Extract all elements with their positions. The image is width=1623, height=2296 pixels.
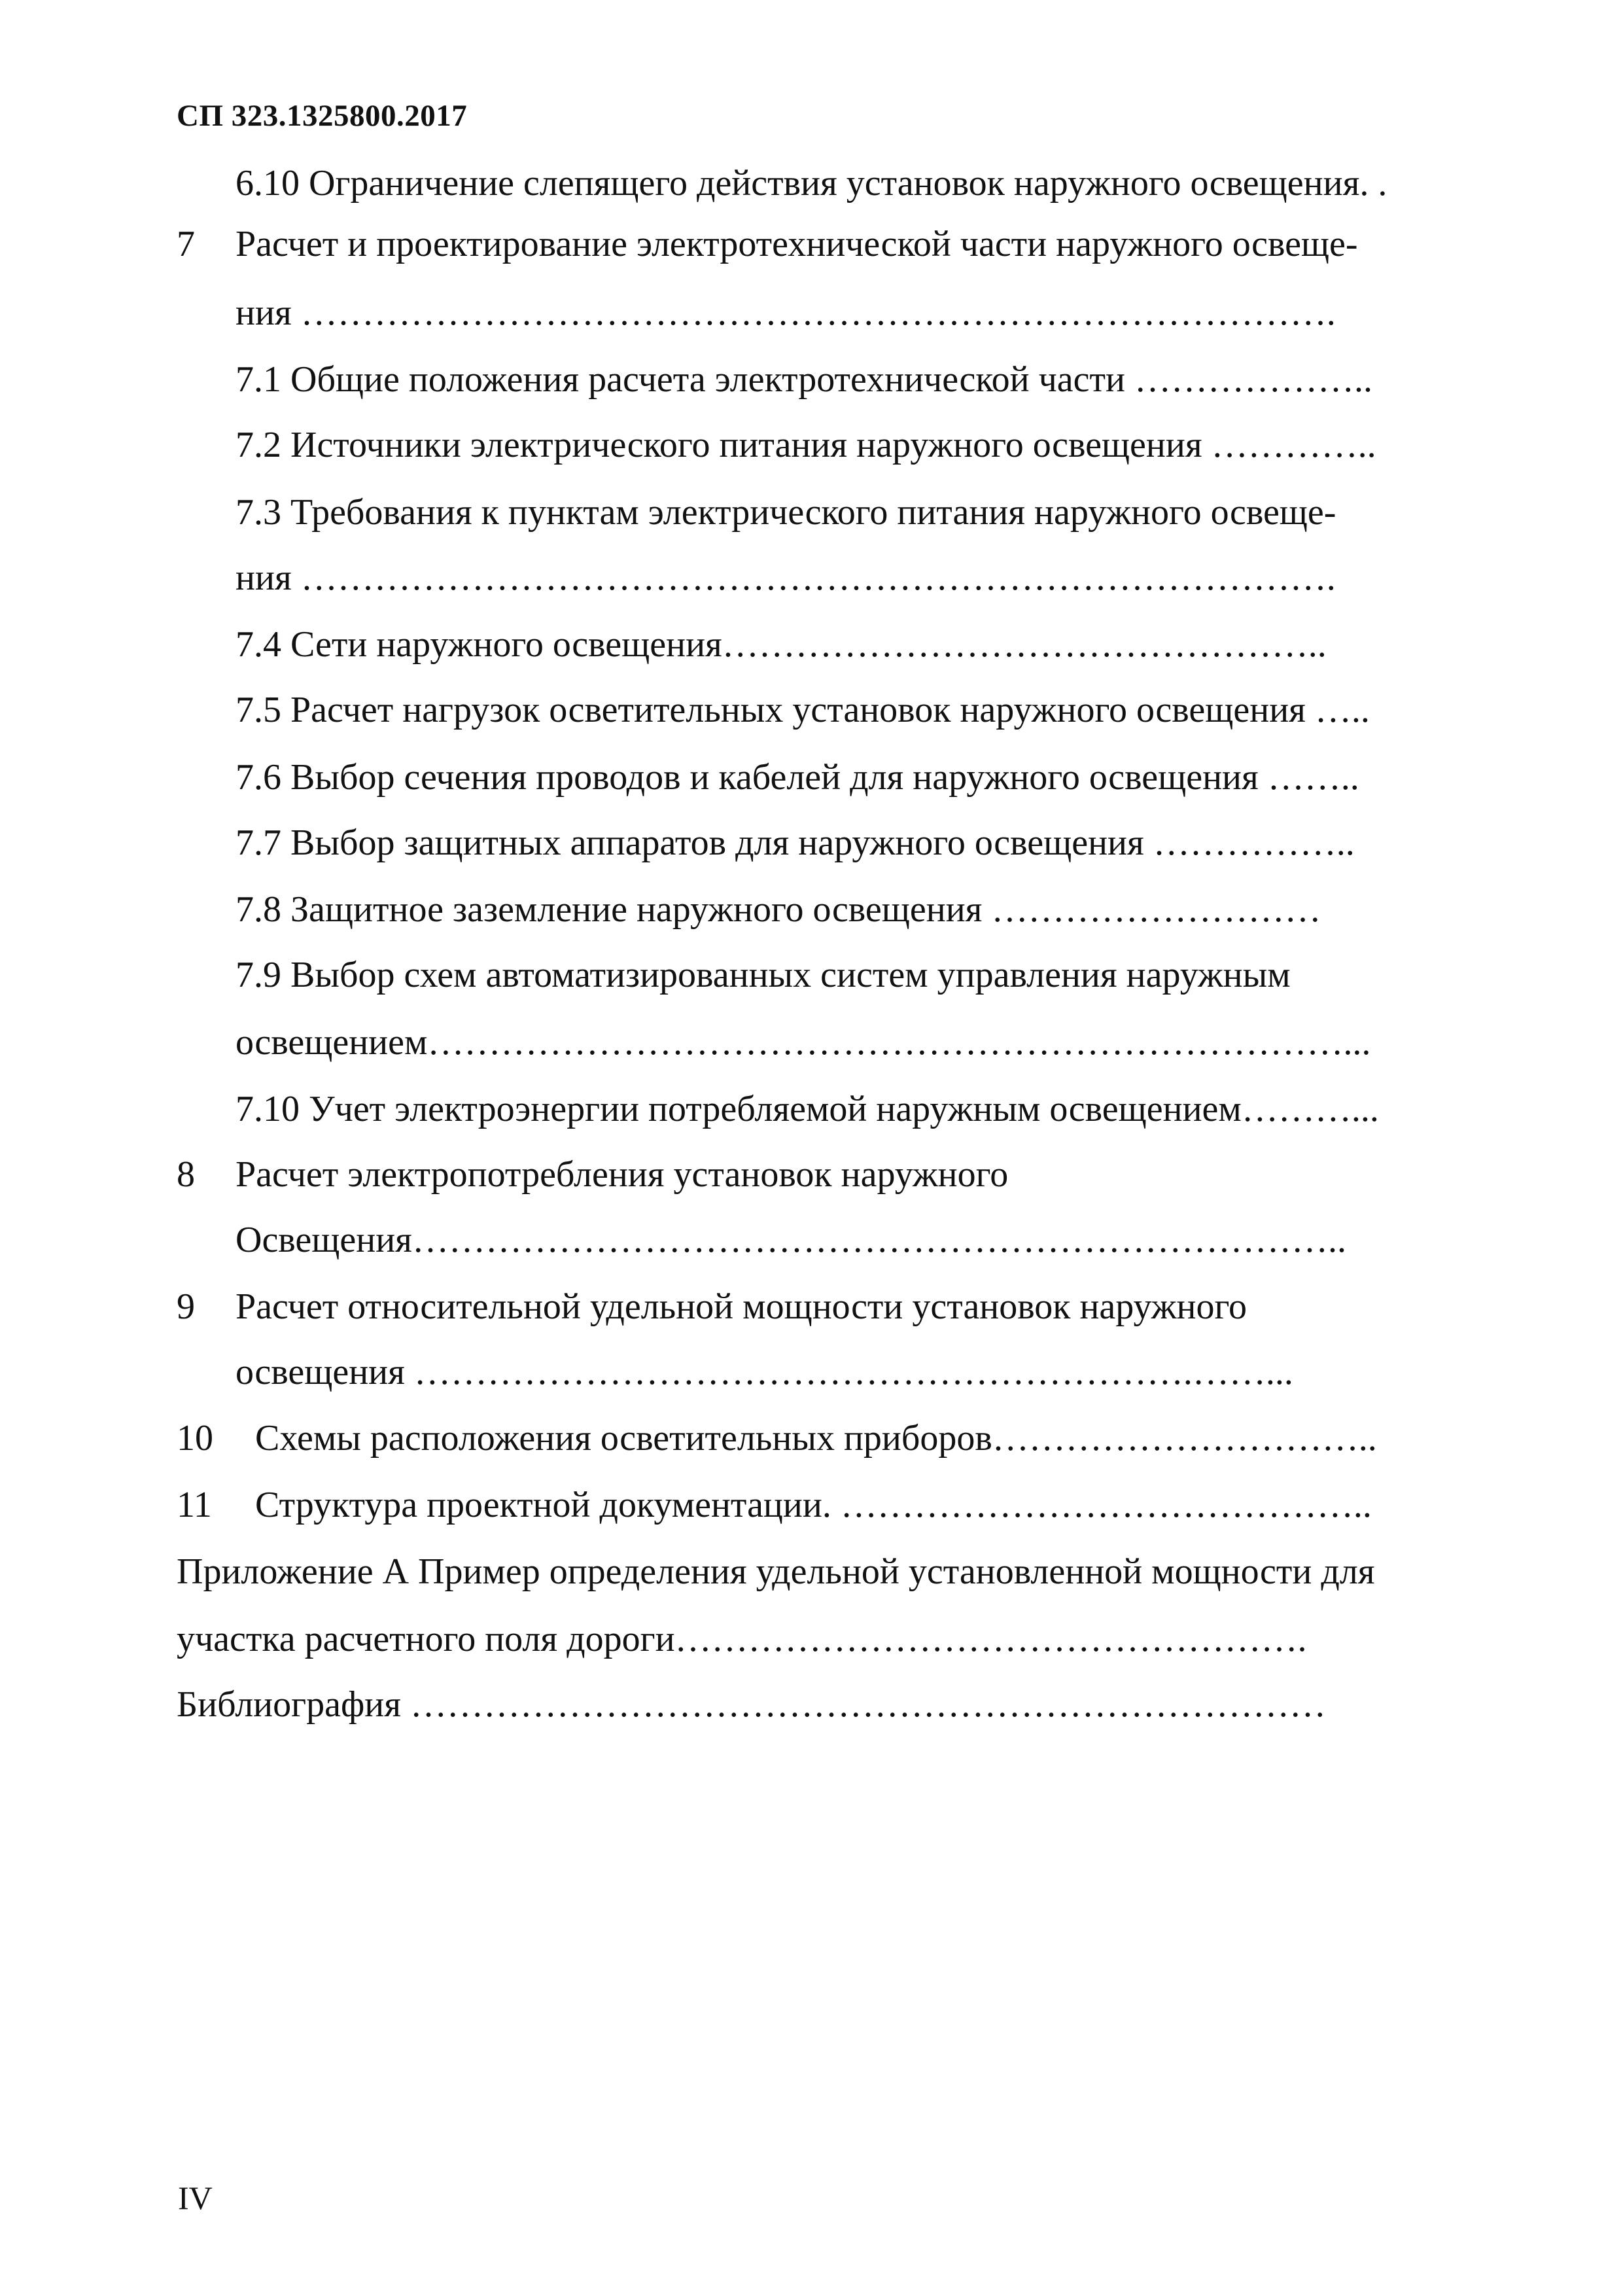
page-number: IV: [178, 2180, 213, 2216]
toc-text: освещением…………………………………………………………………...: [236, 1022, 1371, 1063]
toc-text: Расчет и проектирование электротехнической части наружного освеще-: [236, 224, 1358, 264]
toc-text: 7.8 Защитное заземление наружного освещения ………………………: [236, 889, 1321, 930]
toc-text: Схемы расположения осветительных приборов…………………………..: [255, 1418, 1377, 1458]
toc-text: Расчет относительной удельной мощности установок наружного: [236, 1286, 1248, 1327]
toc-text: Приложение А Пример определения удельной установленной мощности для: [177, 1551, 1375, 1592]
toc-text: Библиография …………………………………………………………………: [177, 1684, 1326, 1725]
toc-text: 7.10 Учет электроэнергии потребляемой наружным освещением………...: [236, 1089, 1379, 1129]
toc-text: освещения ……………………………………………………….……...: [236, 1352, 1293, 1392]
toc-number: 7: [177, 224, 195, 264]
toc-number: 9: [177, 1286, 195, 1327]
toc-text: 7.5 Расчет нагрузок осветительных установок наружного освещения …..: [236, 690, 1370, 730]
toc-text: участка расчетного поля дороги…………………………………………….: [177, 1619, 1307, 1659]
toc-text: Освещения…………………………………………………………………..: [236, 1220, 1346, 1260]
toc-text: 6.10 Ограничение слепящего действия установок наружного освещения. .: [236, 163, 1387, 203]
toc-number: 10: [177, 1418, 213, 1458]
toc-text: Расчет электропотребления установок наружного: [236, 1154, 1009, 1195]
toc-text: 7.3 Требования к пунктам электрического питания наружного освеще-: [236, 492, 1336, 533]
toc-text: 7.4 Сети наружного освещения…………………………………………..: [236, 624, 1327, 665]
document-code: СП 323.1325800.2017: [177, 99, 468, 133]
toc-number: 11: [177, 1485, 212, 1525]
toc-text: ния ………………………………………………………………………….: [236, 292, 1336, 333]
toc-text: 7.7 Выбор защитных аппаратов для наружного освещения ……………..: [236, 822, 1355, 863]
toc-text: 7.2 Источники электрического питания наружного освещения …………..: [236, 425, 1376, 465]
toc-number: 8: [177, 1154, 195, 1195]
toc-text: Структура проектной документации. ……………………………………..: [255, 1485, 1372, 1525]
toc-text: 7.6 Выбор сечения проводов и кабелей для наружного освещения ……..: [236, 757, 1359, 798]
toc-text: 7.9 Выбор схем автоматизированных систем управления наружным: [236, 955, 1291, 995]
toc-text: ния ………………………………………………………………………….: [236, 557, 1336, 598]
toc-text: 7.1 Общие положения расчета электротехнической части ………………..: [236, 359, 1372, 400]
